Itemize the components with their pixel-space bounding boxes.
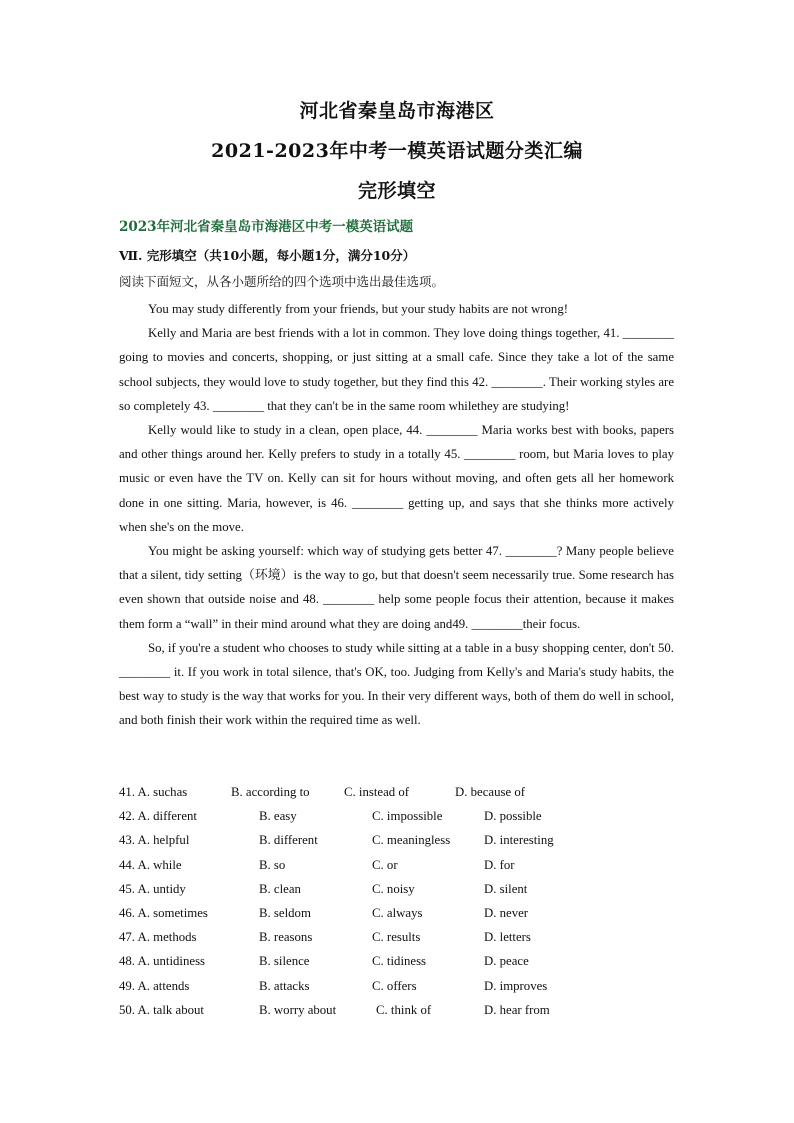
option-b: B. clean xyxy=(259,881,301,896)
passage xyxy=(119,297,674,733)
option-c: C. always xyxy=(372,905,423,920)
option-c: C. or xyxy=(372,857,398,872)
title-region: 河北省秦皇岛市海港区 xyxy=(299,100,495,122)
option-a: 43. A. helpful xyxy=(119,833,190,848)
title-exam-series: 2021-2023年中考一模英语试题分类汇编 xyxy=(211,140,583,162)
option-d: D. never xyxy=(484,905,529,920)
question-45-options xyxy=(119,882,679,906)
question-49-options xyxy=(119,979,679,1003)
passage-paragraph: So, if you're a student who chooses to study while sitting at a table in a busy shopping center, don't 50. ________ it. If you work in total silence, that's OK, too. Judging from Kelly's and Maria's study habits, the best way to study is the way that works for you. In their very different ways, both of them do well in school, and both finish their work within the required time as well. xyxy=(119,640,674,728)
option-a: 48. A. untidiness xyxy=(119,954,206,969)
option-d: D. improves xyxy=(484,978,548,993)
option-a: 50. A. talk about xyxy=(119,1002,204,1017)
part-heading: Ⅶ. 完形填空（共10小题，每小题1分，满分10分） xyxy=(119,248,416,263)
passage-paragraph: You may study differently from your friends, but your study habits are not wrong! xyxy=(148,302,568,316)
instruction-text: 阅读下面短文，从各小题所给的四个选项中选出最佳选项。 xyxy=(119,274,445,289)
option-b: B. attacks xyxy=(259,978,310,993)
option-a: 49. A. attends xyxy=(119,978,190,993)
title-section-type: 完形填空 xyxy=(357,180,436,202)
option-d: D. letters xyxy=(484,930,531,945)
option-a: 45. A. untidy xyxy=(119,881,186,896)
option-b: B. so xyxy=(259,857,286,872)
option-c: C. instead of xyxy=(344,785,410,799)
option-d: D. interesting xyxy=(484,833,554,848)
option-c: C. tidiness xyxy=(372,954,427,969)
option-b: B. easy xyxy=(259,809,297,824)
option-d: D. for xyxy=(484,857,515,872)
option-a: 41. A. suchas xyxy=(119,785,188,799)
section-heading: 2023年河北省秦皇岛市海港区中考一模英语试题 xyxy=(119,219,414,235)
option-a: 44. A. while xyxy=(119,857,182,872)
option-d: D. hear from xyxy=(484,1002,550,1017)
passage-paragraph: Kelly would like to study in a clean, open place, 44. ________ Maria works best with books, papers and other things around her. Kelly prefers to study in a totally 45. ________ room, but Maria loves to play music or even have the TV on. Kelly can sit for hours without moving, and often gets all her homework done in one sitting. Maria, however, is 46. ________ getting up, and says that she thinks more actively when she's on the move. xyxy=(119,423,674,534)
option-c: C. noisy xyxy=(372,881,415,896)
answer-options xyxy=(119,785,679,1027)
option-a: 42. A. different xyxy=(119,809,197,824)
option-c: C. offers xyxy=(372,978,417,993)
option-c: C. impossible xyxy=(372,809,443,824)
option-b: B. different xyxy=(259,833,318,848)
question-48-options xyxy=(119,954,679,978)
passage-paragraph: You might be asking yourself: which way of studying gets better 47. ________? Many people believe that a silent, tidy setting（环境）is the way to go, but that doesn't seem necessarily true. Some research has even shown that outside noise and 48. ________ help some people focus their attention, because it makes them form a “wall” in their mind around what they are doing and49. ________their focus. xyxy=(119,544,674,631)
question-42-options xyxy=(119,809,679,833)
option-b: B. silence xyxy=(259,954,310,969)
option-d: D. peace xyxy=(484,954,529,969)
question-41-options xyxy=(119,785,679,809)
option-c: C. think of xyxy=(376,1002,432,1017)
option-b: B. according to xyxy=(231,785,310,799)
option-d: D. possible xyxy=(484,809,542,824)
option-d: D. silent xyxy=(484,881,528,896)
question-50-options xyxy=(119,1003,679,1027)
question-46-options xyxy=(119,906,679,930)
option-b: B. worry about xyxy=(259,1002,337,1017)
option-a: 46. A. sometimes xyxy=(119,905,208,920)
option-a: 47. A. methods xyxy=(119,930,197,945)
question-47-options xyxy=(119,930,679,954)
option-d: D. because of xyxy=(455,785,525,799)
option-c: C. results xyxy=(372,930,421,945)
question-44-options xyxy=(119,858,679,882)
option-b: B. seldom xyxy=(259,905,311,920)
option-c: C. meaningless xyxy=(372,833,451,848)
passage-paragraph: Kelly and Maria are best friends with a lot in common. They love doing things together, 41. ________ going to movies and concerts, shopping, or just sitting at a small cafe. Since they take a lot of the same school subjects, they would love to study together, but they find this 42. ________. Their working styles are so completely 43. ________ that they can't be in the same room whilethey are studying! xyxy=(119,326,674,413)
option-b: B. reasons xyxy=(259,930,313,945)
question-43-options xyxy=(119,833,679,857)
